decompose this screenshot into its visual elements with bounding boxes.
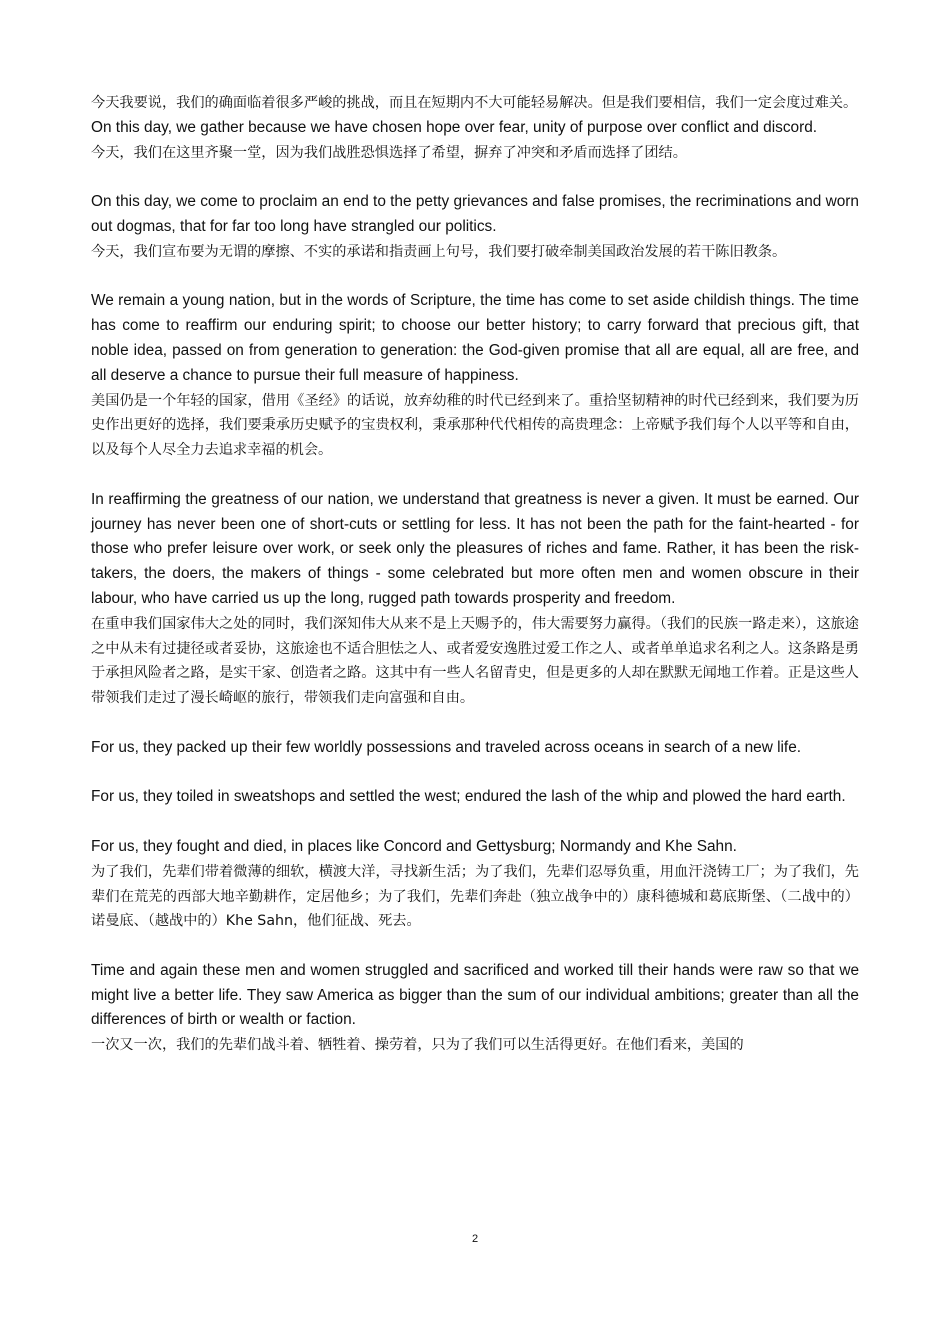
paragraph-zh: 今天我要说，我们的确面临着很多严峻的挑战，而且在短期内不大可能轻易解决。但是我们要相信，我们一定会度过难关。	[91, 95, 858, 111]
paragraph-en: For us, they packed up their few worldly possessions and traveled across oceans in search of a new life.	[91, 738, 802, 756]
paragraph-en: Time and again these men and women struggled and sacrificed and worked till their hands were raw so that we might live a better life. They saw America as bigger than the sum of our individual ambitions; greater than all the differences of birth or wealth or faction.	[91, 961, 859, 1029]
paragraph-en: On this day, we gather because we have chosen hope over fear, unity of purpose over conflict and discord.	[91, 118, 818, 136]
document-body	[91, 91, 859, 1058]
paragraph-en: In reaffirming the greatness of our nation, we understand that greatness is never a given. It must be earned. Our journey has never been one of short-cuts or settling for less. It has not been the path for the faint-hearted - for those who prefer leisure over work, or seek only the pleasures of riches and fame. Rather, it has been the risk-takers, the doers, the makers of things - some celebrated but more often men and women obscure in their labour, who have carried us up the long, rugged path towards prosperity and freedom.	[91, 490, 859, 607]
paragraph-gap	[91, 265, 859, 290]
paragraph-en: We remain a young nation, but in the words of Scripture, the time has come to set aside childish things. The time has come to reaffirm our enduring spirit; to choose our better history; to carry forward that precious gift, that noble idea, passed on from generation to generation: the God-given promise that all are equal, all are free, and all deserve a chance to pursue their full measure of happiness.	[91, 292, 859, 384]
paragraph-zh: 今天，我们在这里齐聚一堂，因为我们战胜恐惧选择了希望，摒弃了冲突和矛盾而选择了团结。	[91, 144, 687, 161]
paragraph-gap	[91, 463, 859, 488]
page-number: 2	[471, 1233, 479, 1245]
paragraph-zh: 今天，我们宣布要为无谓的摩擦、不实的承诺和指责画上句号，我们要打破牵制美国政治发展的若干陈旧教条。	[91, 243, 787, 260]
paragraph-zh: 美国仍是一个年轻的国家，借用《圣经》的话说，放弃幼稚的时代已经到来了。重拾坚韧精神的时代已经到来，我们要为历史作出更好的选择，我们要秉承历史赋予的宝贵权利，秉承那种代代相传的高贵理念：上帝赋予我们每个人以平等和自由，以及每个人尽全力去追求幸福的机会。	[91, 392, 859, 459]
paragraph-en: For us, they toiled in sweatshops and settled the west; endured the lash of the whip and plowed the hard earth.	[91, 788, 846, 806]
paragraph-gap	[91, 165, 859, 190]
paragraph-zh: 在重申我们国家伟大之处的同时，我们深知伟大从来不是上天赐予的，伟大需要努力赢得。（我们的民族一路走来），这旅途之中从未有过捷径或者妥协，这旅途也不适合胆怯之人、或者爱安逸胜过爱工作之人、或者单单追求名利之人。这条路是勇于承担风险者之路，是实干家、创造者之路。这其中有一些人名留青史，但是更多的人却在默默无闻地工作着。正是这些人带领我们走过了漫长崎岖的旅行，带领我们走向富强和自由。	[91, 615, 859, 707]
paragraph-zh: 为了我们，先辈们带着微薄的细软，横渡大洋，寻找新生活；为了我们，先辈们忍辱负重，用血汗浇铸工厂；为了我们，先辈们在荒芜的西部大地辛勤耕作，定居他乡；为了我们，先辈们奔赴（独立战争中的）康科德城和葛底斯堡、（二战中的）诺曼底、（越战中的）Khe Sahn，他们征战、死去。	[91, 863, 859, 930]
paragraph-gap	[91, 810, 859, 835]
paragraph-gap	[91, 934, 859, 959]
paragraph-en: For us, they fought and died, in places like Concord and Gettysburg; Normandy and Khe Sahn.	[91, 837, 737, 855]
paragraph-gap	[91, 761, 859, 786]
paragraph-zh: 一次又一次，我们的先辈们战斗着、牺牲着、操劳着，只为了我们可以生活得更好。在他们看来，美国的	[91, 1037, 744, 1054]
paragraph-gap	[91, 711, 859, 736]
paragraph-en: On this day, we come to proclaim an end to the petty grievances and false promises, the recriminations and worn out dogmas, that for far too long have strangled our politics.	[91, 193, 859, 235]
